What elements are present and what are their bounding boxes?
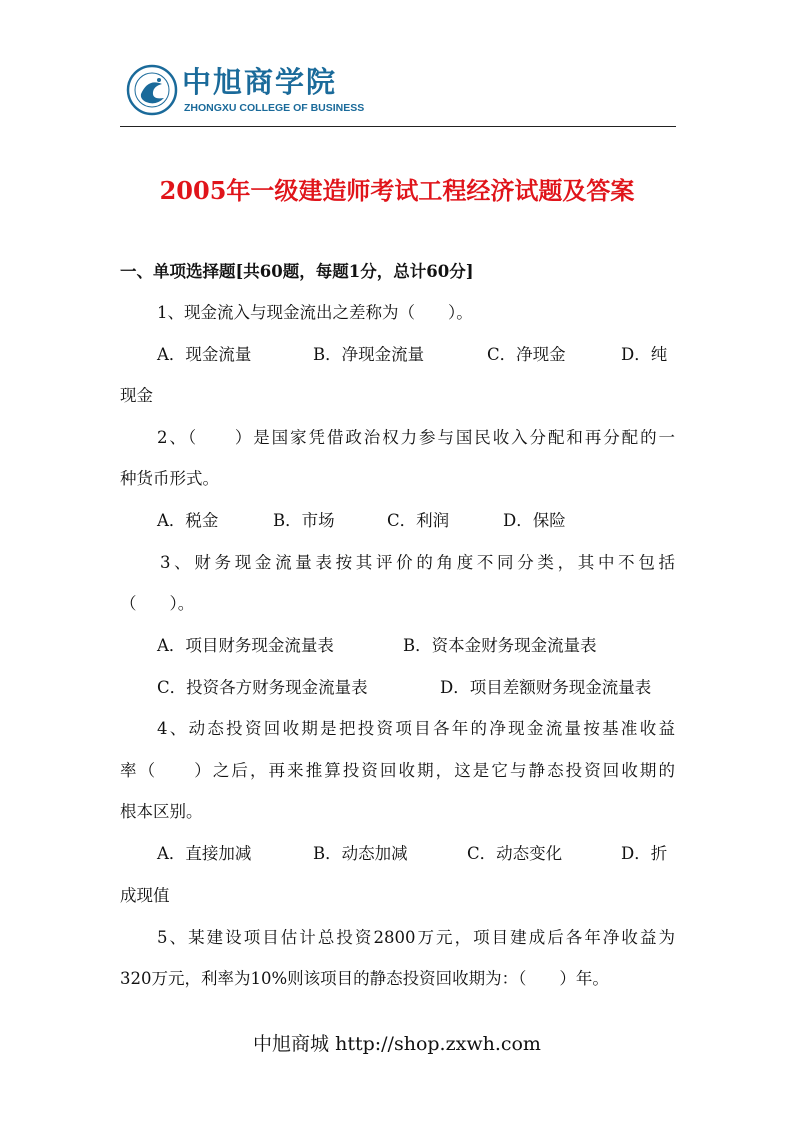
question-3-option-a: A．项目财务现金流量表	[157, 636, 334, 655]
header	[120, 62, 680, 128]
question-5-text-line-2: 320万元，利率为10%则该项目的静态投资回收期为：（ ）年。	[120, 969, 609, 988]
question-4-text-line-3: 根本区别。	[120, 802, 203, 821]
section-heading: 一、单项选择题[共60题，每题1分，总计60分]	[120, 262, 474, 281]
question-3-text-line-2: （ ）。	[120, 594, 195, 613]
question-1-option-b: B．净现金流量	[313, 345, 425, 364]
question-4-option-a: A．直接加减	[157, 844, 252, 863]
footer-link[interactable]: 中旭商城 http://shop.zxwh.com	[253, 1033, 541, 1055]
document-title: 2005年一级建造师考试工程经济试题及答案	[159, 176, 635, 205]
question-2-option-a: A．税金	[157, 511, 219, 530]
question-2-option-d: D．保险	[503, 511, 566, 530]
question-3-text-line-1: 3、财务现金流量表按其评价的角度不同分类，其中不包括	[160, 553, 675, 572]
logo-english-name: ZHONGXU COLLEGE OF BUSINESS	[184, 102, 365, 114]
question-4-text-line-1: 4、动态投资回收期是把投资项目各年的净现金流量按基准收益	[157, 719, 675, 738]
question-4-text-line-2: 率（ ）之后，再来推算投资回收期，这是它与静态投资回收期的	[120, 761, 675, 780]
question-1-option-a: A．现金流量	[157, 345, 252, 364]
question-2-option-b: B．市场	[273, 511, 335, 530]
college-emblem-icon	[126, 64, 178, 116]
question-3-option-c: C．投资各方财务现金流量表	[157, 678, 368, 697]
question-1-text: 1、现金流入与现金流出之差称为（ ）。	[157, 303, 473, 322]
question-2-text-line-1: 2、（ ）是国家凭借政治权力参与国民收入分配和再分配的一	[157, 428, 675, 447]
question-4-option-d: D．折	[621, 844, 668, 863]
question-2-option-c: C．利润	[387, 511, 450, 530]
logo-chinese-name: 中旭商学院	[182, 65, 338, 99]
question-1-option-d: D．纯	[621, 345, 668, 364]
question-4-option-d-tail: 成现值	[120, 886, 170, 905]
question-1-option-d-tail: 现金	[120, 386, 153, 405]
question-3-option-d: D．项目差额财务现金流量表	[440, 678, 652, 697]
question-1-option-c: C．净现金	[487, 345, 566, 364]
header-divider	[120, 126, 676, 127]
question-4-option-c: C．动态变化	[467, 844, 563, 863]
question-2-text-line-2: 种货币形式。	[120, 469, 219, 488]
question-3-option-b: B．资本金财务现金流量表	[403, 636, 597, 655]
question-5-text-line-1: 5、某建设项目估计总投资2800万元，项目建成后各年净收益为	[157, 928, 675, 947]
question-4-option-b: B．动态加减	[313, 844, 408, 863]
